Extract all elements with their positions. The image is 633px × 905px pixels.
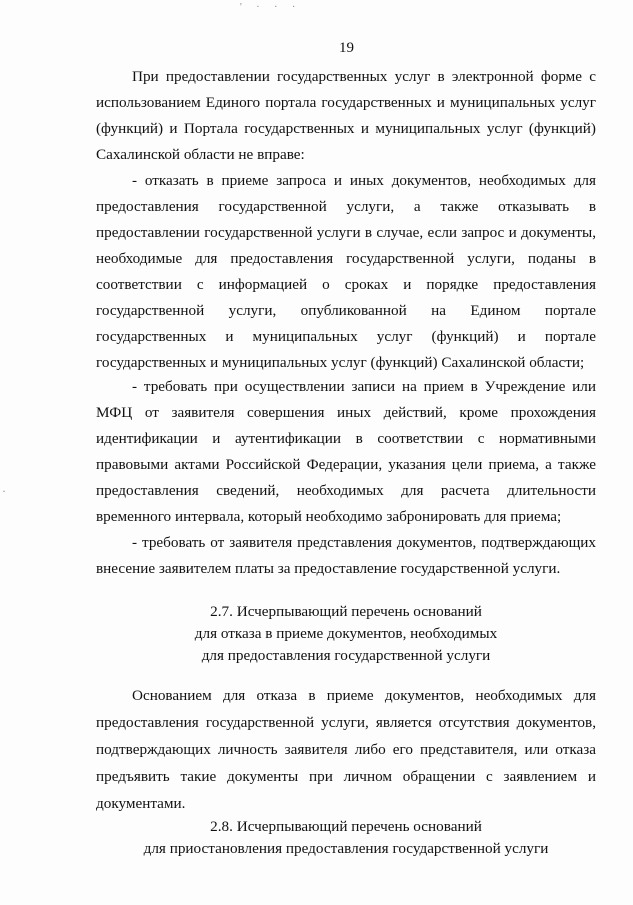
page-number: 19 [339,40,354,56]
section-heading-line: 2.8. Исчерпывающий перечень оснований [210,818,482,835]
paragraph-electronic-services-intro: При предоставлении государственных услуг в электронной форме с использованием Единого портала государственных и муниципальных услуг (функций) и Портала государственных и муниципальных услуг (функций) Сахалинской области не вправе: [96,68,596,163]
scan-artifact: · [2,484,6,498]
section-heading-line: 2.7. Исчерпывающий перечень оснований [210,603,482,620]
scan-artifact: ' · · · [240,2,302,13]
section-heading-line: для приостановления предоставления государственной услуги [143,840,549,857]
section-heading-2-8 [96,816,596,860]
paragraph-payment-documents: - требовать от заявителя представления документов, подтверждающих внесение заявителем платы за предоставление государственной услуги. [96,534,596,577]
section-heading-line: для предоставления государственной услуги [201,647,491,664]
section-heading-2-7 [96,601,596,667]
paragraph-appointment-requirements: - требовать при осуществлении записи на прием в Учреждение или МФЦ от заявителя совершения иных действий, кроме прохождения идентификации и аутентификации в соответствии с нормативными правовыми актами Российской Федерации, указания цели приема, а также предоставления сведений, необходимых для расчета длительности временного интервала, который необходимо забронировать для приема; [96,378,596,525]
paragraph-refuse-acceptance: - отказать в приеме запроса и иных документов, необходимых для предоставления государственной услуги, а также отказывать в предоставлении государственной услуги в случае, если запрос и документы, необходимые для предоставления государственной услуги, поданы в соответствии с информацией о сроках и порядке предоставления государственной услуги, опубликованной на Едином портале государственных и муниципальных услуг (функций) и портале государственных и муниципальных услуг (функций) Сахалинской области; [96,172,596,371]
section-heading-line: для отказа в приеме документов, необходимых [194,625,498,642]
paragraph-refusal-grounds: Основанием для отказа в приеме документов, необходимых для предоставления государственной услуги, является отсутствия документов, подтверждающих личность заявителя либо его представителя, или отказа предъявить такие документы при личном обращении с заявлением и документами. [96,687,596,812]
